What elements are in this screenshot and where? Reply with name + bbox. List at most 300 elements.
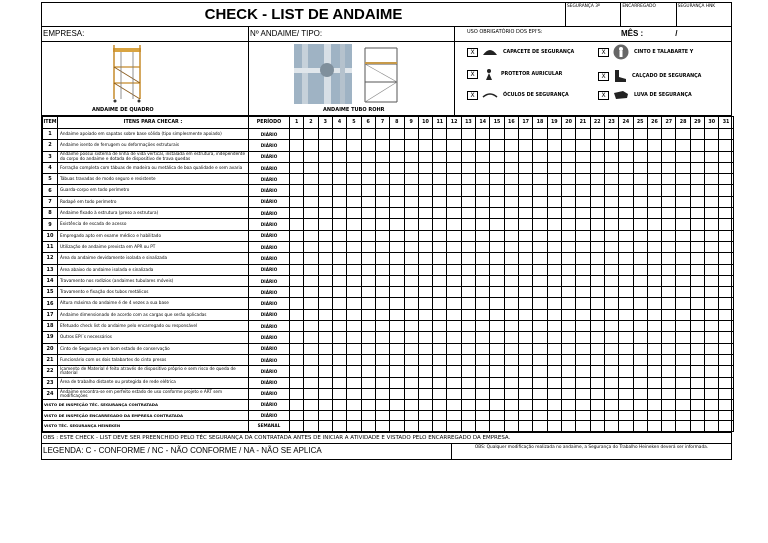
day-check-cell[interactable]	[361, 185, 375, 196]
day-check-cell[interactable]	[504, 196, 518, 207]
day-check-cell[interactable]	[390, 377, 404, 388]
day-check-cell[interactable]	[332, 275, 346, 286]
day-check-cell[interactable]	[604, 230, 618, 241]
day-check-cell[interactable]	[332, 377, 346, 388]
day-check-cell[interactable]	[719, 343, 733, 354]
day-check-cell[interactable]	[404, 298, 418, 309]
day-check-cell[interactable]	[633, 185, 647, 196]
day-check-cell[interactable]	[304, 208, 318, 219]
day-check-cell[interactable]	[476, 174, 490, 185]
day-check-cell[interactable]	[690, 377, 704, 388]
day-check-cell[interactable]	[719, 129, 733, 140]
day-check-cell[interactable]	[604, 185, 618, 196]
day-check-cell[interactable]	[447, 287, 461, 298]
day-check-cell[interactable]	[490, 129, 504, 140]
day-check-cell[interactable]	[633, 332, 647, 343]
day-check-cell[interactable]	[404, 275, 418, 286]
day-check-cell[interactable]	[705, 196, 719, 207]
day-check-cell[interactable]	[290, 354, 304, 365]
day-check-cell[interactable]	[561, 309, 575, 320]
day-check-cell[interactable]	[390, 140, 404, 151]
visto-signature-cell[interactable]	[490, 410, 504, 421]
day-check-cell[interactable]	[547, 196, 561, 207]
visto-signature-cell[interactable]	[318, 400, 332, 411]
day-check-cell[interactable]	[304, 185, 318, 196]
visto-signature-cell[interactable]	[404, 421, 418, 432]
day-check-cell[interactable]	[690, 388, 704, 399]
day-check-cell[interactable]	[375, 185, 389, 196]
day-check-cell[interactable]	[433, 377, 447, 388]
day-check-cell[interactable]	[719, 321, 733, 332]
day-check-cell[interactable]	[390, 366, 404, 377]
day-check-cell[interactable]	[576, 343, 590, 354]
day-check-cell[interactable]	[318, 208, 332, 219]
day-check-cell[interactable]	[619, 196, 633, 207]
day-check-cell[interactable]	[361, 140, 375, 151]
day-check-cell[interactable]	[318, 174, 332, 185]
day-check-cell[interactable]	[476, 264, 490, 275]
day-check-cell[interactable]	[604, 129, 618, 140]
day-check-cell[interactable]	[490, 343, 504, 354]
day-check-cell[interactable]	[390, 241, 404, 252]
visto-signature-cell[interactable]	[676, 410, 690, 421]
day-check-cell[interactable]	[590, 309, 604, 320]
day-check-cell[interactable]	[490, 287, 504, 298]
day-check-cell[interactable]	[690, 129, 704, 140]
day-check-cell[interactable]	[719, 208, 733, 219]
day-check-cell[interactable]	[433, 275, 447, 286]
day-check-cell[interactable]	[504, 388, 518, 399]
day-check-cell[interactable]	[361, 219, 375, 230]
day-check-cell[interactable]	[290, 343, 304, 354]
visto-signature-cell[interactable]	[705, 421, 719, 432]
day-check-cell[interactable]	[433, 230, 447, 241]
day-check-cell[interactable]	[433, 208, 447, 219]
day-check-cell[interactable]	[504, 366, 518, 377]
visto-signature-cell[interactable]	[433, 410, 447, 421]
day-check-cell[interactable]	[332, 309, 346, 320]
day-check-cell[interactable]	[533, 185, 547, 196]
day-check-cell[interactable]	[304, 309, 318, 320]
day-check-cell[interactable]	[690, 151, 704, 162]
day-check-cell[interactable]	[332, 298, 346, 309]
day-check-cell[interactable]	[519, 366, 533, 377]
day-check-cell[interactable]	[290, 185, 304, 196]
day-check-cell[interactable]	[433, 332, 447, 343]
day-check-cell[interactable]	[504, 321, 518, 332]
day-check-cell[interactable]	[318, 253, 332, 264]
day-check-cell[interactable]	[604, 196, 618, 207]
day-check-cell[interactable]	[504, 309, 518, 320]
day-check-cell[interactable]	[418, 343, 432, 354]
day-check-cell[interactable]	[447, 298, 461, 309]
day-check-cell[interactable]	[375, 162, 389, 173]
visto-signature-cell[interactable]	[418, 421, 432, 432]
day-check-cell[interactable]	[347, 298, 361, 309]
day-check-cell[interactable]	[461, 366, 475, 377]
day-check-cell[interactable]	[418, 321, 432, 332]
day-check-cell[interactable]	[633, 151, 647, 162]
day-check-cell[interactable]	[490, 241, 504, 252]
day-check-cell[interactable]	[347, 140, 361, 151]
day-check-cell[interactable]	[476, 287, 490, 298]
day-check-cell[interactable]	[418, 185, 432, 196]
day-check-cell[interactable]	[561, 174, 575, 185]
day-check-cell[interactable]	[547, 354, 561, 365]
day-check-cell[interactable]	[647, 343, 661, 354]
visto-signature-cell[interactable]	[533, 421, 547, 432]
day-check-cell[interactable]	[361, 196, 375, 207]
day-check-cell[interactable]	[375, 377, 389, 388]
day-check-cell[interactable]	[719, 366, 733, 377]
day-check-cell[interactable]	[433, 287, 447, 298]
day-check-cell[interactable]	[433, 151, 447, 162]
day-check-cell[interactable]	[504, 230, 518, 241]
visto-signature-cell[interactable]	[633, 410, 647, 421]
day-check-cell[interactable]	[332, 366, 346, 377]
day-check-cell[interactable]	[361, 309, 375, 320]
day-check-cell[interactable]	[318, 309, 332, 320]
day-check-cell[interactable]	[705, 287, 719, 298]
day-check-cell[interactable]	[404, 287, 418, 298]
day-check-cell[interactable]	[604, 219, 618, 230]
day-check-cell[interactable]	[447, 151, 461, 162]
day-check-cell[interactable]	[490, 354, 504, 365]
day-check-cell[interactable]	[604, 162, 618, 173]
day-check-cell[interactable]	[504, 151, 518, 162]
day-check-cell[interactable]	[647, 219, 661, 230]
day-check-cell[interactable]	[519, 321, 533, 332]
day-check-cell[interactable]	[304, 377, 318, 388]
visto-signature-cell[interactable]	[604, 421, 618, 432]
day-check-cell[interactable]	[461, 230, 475, 241]
day-check-cell[interactable]	[590, 174, 604, 185]
day-check-cell[interactable]	[576, 230, 590, 241]
day-check-cell[interactable]	[561, 321, 575, 332]
day-check-cell[interactable]	[433, 129, 447, 140]
day-check-cell[interactable]	[332, 162, 346, 173]
day-check-cell[interactable]	[647, 275, 661, 286]
day-check-cell[interactable]	[461, 196, 475, 207]
day-check-cell[interactable]	[433, 196, 447, 207]
day-check-cell[interactable]	[433, 264, 447, 275]
day-check-cell[interactable]	[547, 275, 561, 286]
day-check-cell[interactable]	[390, 253, 404, 264]
day-check-cell[interactable]	[347, 174, 361, 185]
day-check-cell[interactable]	[705, 343, 719, 354]
day-check-cell[interactable]	[619, 287, 633, 298]
day-check-cell[interactable]	[719, 196, 733, 207]
visto-signature-cell[interactable]	[719, 421, 733, 432]
day-check-cell[interactable]	[604, 264, 618, 275]
visto-signature-cell[interactable]	[476, 410, 490, 421]
day-check-cell[interactable]	[361, 230, 375, 241]
day-check-cell[interactable]	[619, 185, 633, 196]
day-check-cell[interactable]	[461, 253, 475, 264]
day-check-cell[interactable]	[476, 275, 490, 286]
day-check-cell[interactable]	[547, 151, 561, 162]
day-check-cell[interactable]	[519, 298, 533, 309]
day-check-cell[interactable]	[476, 230, 490, 241]
day-check-cell[interactable]	[633, 162, 647, 173]
day-check-cell[interactable]	[576, 377, 590, 388]
visto-signature-cell[interactable]	[519, 400, 533, 411]
day-check-cell[interactable]	[290, 332, 304, 343]
day-check-cell[interactable]	[662, 332, 676, 343]
day-check-cell[interactable]	[604, 253, 618, 264]
day-check-cell[interactable]	[447, 174, 461, 185]
day-check-cell[interactable]	[347, 185, 361, 196]
day-check-cell[interactable]	[332, 354, 346, 365]
day-check-cell[interactable]	[619, 219, 633, 230]
day-check-cell[interactable]	[633, 366, 647, 377]
visto-signature-cell[interactable]	[318, 410, 332, 421]
day-check-cell[interactable]	[533, 343, 547, 354]
day-check-cell[interactable]	[433, 298, 447, 309]
day-check-cell[interactable]	[404, 196, 418, 207]
day-check-cell[interactable]	[647, 162, 661, 173]
day-check-cell[interactable]	[676, 162, 690, 173]
day-check-cell[interactable]	[490, 321, 504, 332]
day-check-cell[interactable]	[318, 230, 332, 241]
day-check-cell[interactable]	[590, 151, 604, 162]
day-check-cell[interactable]	[690, 309, 704, 320]
day-check-cell[interactable]	[504, 185, 518, 196]
day-check-cell[interactable]	[519, 309, 533, 320]
day-check-cell[interactable]	[347, 219, 361, 230]
day-check-cell[interactable]	[490, 151, 504, 162]
day-check-cell[interactable]	[619, 140, 633, 151]
day-check-cell[interactable]	[590, 230, 604, 241]
day-check-cell[interactable]	[676, 309, 690, 320]
visto-signature-cell[interactable]	[304, 410, 318, 421]
day-check-cell[interactable]	[375, 208, 389, 219]
day-check-cell[interactable]	[375, 287, 389, 298]
day-check-cell[interactable]	[304, 343, 318, 354]
day-check-cell[interactable]	[633, 208, 647, 219]
day-check-cell[interactable]	[705, 354, 719, 365]
day-check-cell[interactable]	[705, 388, 719, 399]
day-check-cell[interactable]	[576, 162, 590, 173]
day-check-cell[interactable]	[619, 354, 633, 365]
day-check-cell[interactable]	[547, 253, 561, 264]
day-check-cell[interactable]	[504, 264, 518, 275]
day-check-cell[interactable]	[504, 241, 518, 252]
day-check-cell[interactable]	[290, 162, 304, 173]
day-check-cell[interactable]	[647, 196, 661, 207]
day-check-cell[interactable]	[347, 321, 361, 332]
day-check-cell[interactable]	[418, 287, 432, 298]
day-check-cell[interactable]	[533, 377, 547, 388]
day-check-cell[interactable]	[662, 174, 676, 185]
day-check-cell[interactable]	[304, 129, 318, 140]
day-check-cell[interactable]	[633, 298, 647, 309]
day-check-cell[interactable]	[662, 377, 676, 388]
day-check-cell[interactable]	[719, 287, 733, 298]
day-check-cell[interactable]	[662, 366, 676, 377]
visto-signature-cell[interactable]	[304, 421, 318, 432]
day-check-cell[interactable]	[347, 366, 361, 377]
day-check-cell[interactable]	[619, 388, 633, 399]
day-check-cell[interactable]	[633, 309, 647, 320]
visto-signature-cell[interactable]	[461, 410, 475, 421]
day-check-cell[interactable]	[662, 140, 676, 151]
day-check-cell[interactable]	[690, 354, 704, 365]
day-check-cell[interactable]	[576, 241, 590, 252]
day-check-cell[interactable]	[447, 264, 461, 275]
day-check-cell[interactable]	[390, 332, 404, 343]
day-check-cell[interactable]	[519, 264, 533, 275]
day-check-cell[interactable]	[590, 129, 604, 140]
day-check-cell[interactable]	[705, 230, 719, 241]
day-check-cell[interactable]	[476, 309, 490, 320]
day-check-cell[interactable]	[461, 185, 475, 196]
day-check-cell[interactable]	[662, 185, 676, 196]
day-check-cell[interactable]	[719, 388, 733, 399]
day-check-cell[interactable]	[547, 140, 561, 151]
day-check-cell[interactable]	[447, 354, 461, 365]
day-check-cell[interactable]	[533, 298, 547, 309]
visto-signature-cell[interactable]	[647, 421, 661, 432]
visto-signature-cell[interactable]	[676, 421, 690, 432]
day-check-cell[interactable]	[504, 219, 518, 230]
day-check-cell[interactable]	[533, 151, 547, 162]
day-check-cell[interactable]	[547, 287, 561, 298]
day-check-cell[interactable]	[576, 287, 590, 298]
day-check-cell[interactable]	[647, 321, 661, 332]
day-check-cell[interactable]	[547, 129, 561, 140]
visto-signature-cell[interactable]	[375, 410, 389, 421]
day-check-cell[interactable]	[304, 230, 318, 241]
day-check-cell[interactable]	[690, 230, 704, 241]
day-check-cell[interactable]	[304, 162, 318, 173]
day-check-cell[interactable]	[418, 253, 432, 264]
day-check-cell[interactable]	[519, 275, 533, 286]
day-check-cell[interactable]	[361, 321, 375, 332]
day-check-cell[interactable]	[662, 287, 676, 298]
day-check-cell[interactable]	[705, 321, 719, 332]
day-check-cell[interactable]	[519, 377, 533, 388]
day-check-cell[interactable]	[547, 309, 561, 320]
day-check-cell[interactable]	[590, 287, 604, 298]
day-check-cell[interactable]	[490, 208, 504, 219]
day-check-cell[interactable]	[676, 208, 690, 219]
day-check-cell[interactable]	[318, 366, 332, 377]
day-check-cell[interactable]	[676, 185, 690, 196]
day-check-cell[interactable]	[361, 162, 375, 173]
day-check-cell[interactable]	[404, 185, 418, 196]
day-check-cell[interactable]	[318, 129, 332, 140]
day-check-cell[interactable]	[719, 230, 733, 241]
day-check-cell[interactable]	[690, 140, 704, 151]
sign-box-encarregado[interactable]: ENCARREGADO	[620, 3, 675, 26]
epi-checkbox[interactable]: X	[467, 48, 478, 57]
day-check-cell[interactable]	[418, 332, 432, 343]
day-check-cell[interactable]	[461, 388, 475, 399]
day-check-cell[interactable]	[447, 366, 461, 377]
day-check-cell[interactable]	[490, 332, 504, 343]
day-check-cell[interactable]	[619, 151, 633, 162]
day-check-cell[interactable]	[504, 129, 518, 140]
day-check-cell[interactable]	[461, 129, 475, 140]
andaime-tipo-field[interactable]: Nº ANDAIME/ TIPO:	[249, 27, 455, 41]
day-check-cell[interactable]	[561, 241, 575, 252]
day-check-cell[interactable]	[375, 366, 389, 377]
day-check-cell[interactable]	[519, 208, 533, 219]
visto-signature-cell[interactable]	[705, 410, 719, 421]
day-check-cell[interactable]	[647, 388, 661, 399]
day-check-cell[interactable]	[290, 151, 304, 162]
visto-signature-cell[interactable]	[433, 400, 447, 411]
day-check-cell[interactable]	[304, 219, 318, 230]
day-check-cell[interactable]	[705, 219, 719, 230]
day-check-cell[interactable]	[561, 354, 575, 365]
day-check-cell[interactable]	[633, 129, 647, 140]
day-check-cell[interactable]	[304, 151, 318, 162]
day-check-cell[interactable]	[318, 332, 332, 343]
visto-signature-cell[interactable]	[662, 410, 676, 421]
day-check-cell[interactable]	[619, 162, 633, 173]
day-check-cell[interactable]	[561, 366, 575, 377]
day-check-cell[interactable]	[690, 208, 704, 219]
day-check-cell[interactable]	[690, 196, 704, 207]
day-check-cell[interactable]	[461, 287, 475, 298]
day-check-cell[interactable]	[690, 241, 704, 252]
day-check-cell[interactable]	[662, 321, 676, 332]
day-check-cell[interactable]	[604, 321, 618, 332]
day-check-cell[interactable]	[375, 219, 389, 230]
day-check-cell[interactable]	[662, 129, 676, 140]
day-check-cell[interactable]	[547, 219, 561, 230]
day-check-cell[interactable]	[619, 129, 633, 140]
day-check-cell[interactable]	[461, 343, 475, 354]
day-check-cell[interactable]	[447, 219, 461, 230]
mes-field[interactable]	[591, 27, 731, 41]
day-check-cell[interactable]	[647, 151, 661, 162]
day-check-cell[interactable]	[304, 388, 318, 399]
day-check-cell[interactable]	[290, 264, 304, 275]
day-check-cell[interactable]	[576, 185, 590, 196]
day-check-cell[interactable]	[719, 354, 733, 365]
day-check-cell[interactable]	[604, 275, 618, 286]
day-check-cell[interactable]	[504, 253, 518, 264]
day-check-cell[interactable]	[304, 354, 318, 365]
day-check-cell[interactable]	[375, 354, 389, 365]
day-check-cell[interactable]	[533, 332, 547, 343]
day-check-cell[interactable]	[561, 388, 575, 399]
day-check-cell[interactable]	[490, 309, 504, 320]
day-check-cell[interactable]	[719, 264, 733, 275]
day-check-cell[interactable]	[404, 321, 418, 332]
day-check-cell[interactable]	[447, 388, 461, 399]
day-check-cell[interactable]	[433, 140, 447, 151]
day-check-cell[interactable]	[647, 287, 661, 298]
visto-signature-cell[interactable]	[519, 421, 533, 432]
day-check-cell[interactable]	[404, 174, 418, 185]
day-check-cell[interactable]	[418, 264, 432, 275]
day-check-cell[interactable]	[504, 174, 518, 185]
day-check-cell[interactable]	[662, 264, 676, 275]
day-check-cell[interactable]	[461, 354, 475, 365]
day-check-cell[interactable]	[318, 219, 332, 230]
day-check-cell[interactable]	[404, 253, 418, 264]
day-check-cell[interactable]	[533, 230, 547, 241]
day-check-cell[interactable]	[447, 162, 461, 173]
day-check-cell[interactable]	[332, 129, 346, 140]
day-check-cell[interactable]	[619, 241, 633, 252]
day-check-cell[interactable]	[418, 366, 432, 377]
day-check-cell[interactable]	[347, 377, 361, 388]
